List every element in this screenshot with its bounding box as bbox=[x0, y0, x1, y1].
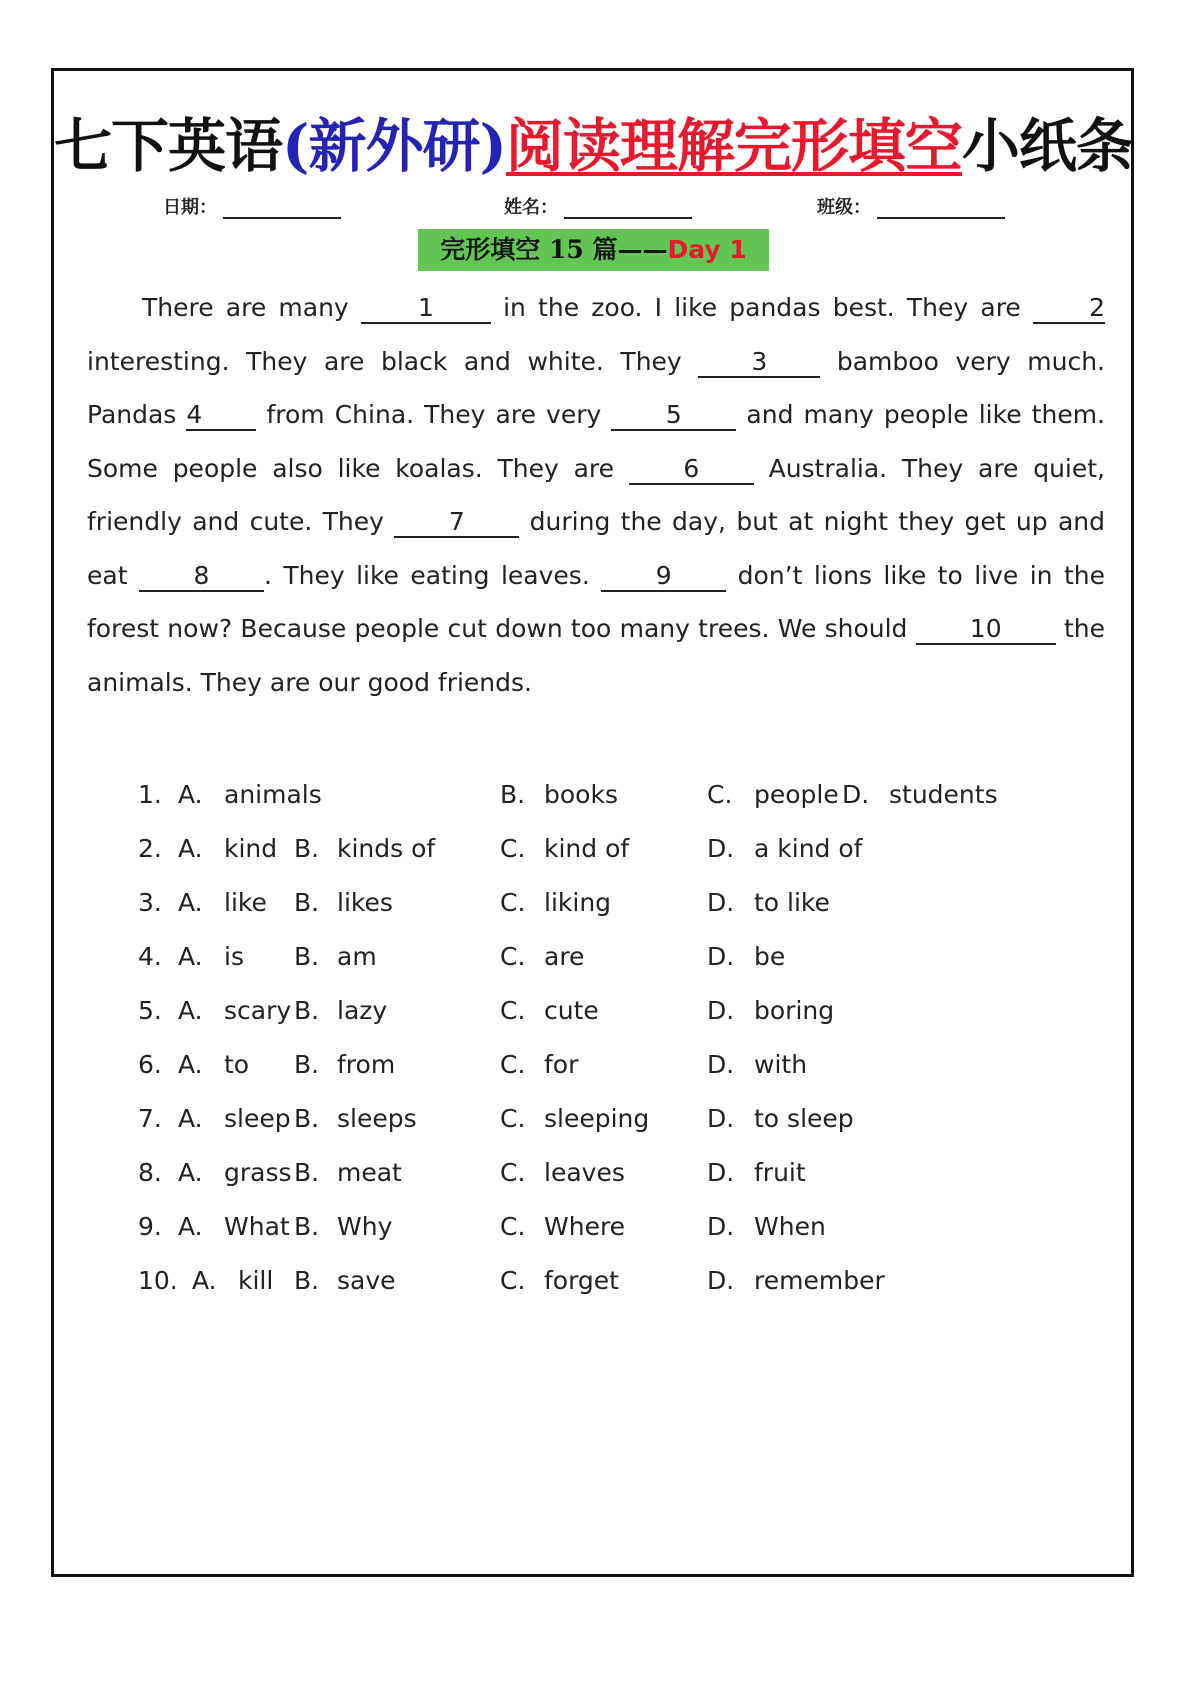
option-b-label: B. bbox=[294, 1104, 320, 1133]
blank-8[interactable]: 8 bbox=[139, 562, 264, 592]
option-b[interactable]: from bbox=[337, 1050, 396, 1079]
option-a[interactable]: kind bbox=[224, 834, 278, 863]
option-a-label: A. bbox=[178, 1050, 203, 1079]
option-b[interactable]: lazy bbox=[337, 996, 388, 1025]
option-b[interactable]: books bbox=[544, 780, 618, 809]
question-number: 5. bbox=[138, 996, 162, 1025]
option-a-label: A. bbox=[178, 942, 203, 971]
worksheet-frame bbox=[51, 68, 1134, 1577]
question-number: 1. bbox=[138, 780, 162, 809]
question-number: 2. bbox=[138, 834, 162, 863]
option-b-label: B. bbox=[294, 1158, 320, 1187]
class-label: 班级： bbox=[817, 197, 871, 218]
question-number: 7. bbox=[138, 1104, 162, 1133]
title-part-grade: 七下英语 bbox=[54, 112, 283, 180]
option-c-label: C. bbox=[500, 942, 526, 971]
option-c-label: C. bbox=[500, 1266, 526, 1295]
option-d-label: D. bbox=[707, 996, 735, 1025]
day-badge bbox=[418, 229, 769, 271]
badge-day: Day 1 bbox=[667, 235, 747, 264]
option-b-label: B. bbox=[294, 1050, 320, 1079]
passage-text: in the zoo. I like pandas best. They are bbox=[490, 293, 1033, 322]
option-c-label: C. bbox=[500, 1050, 526, 1079]
option-c-label: C. bbox=[500, 834, 526, 863]
class-blank[interactable] bbox=[877, 197, 1005, 219]
option-c-label: C. bbox=[500, 996, 526, 1025]
option-b[interactable]: save bbox=[337, 1266, 396, 1295]
option-d-label: D. bbox=[842, 780, 870, 809]
blank-2[interactable]: 2 bbox=[1033, 294, 1105, 324]
option-b-label: B. bbox=[294, 834, 320, 863]
option-d[interactable]: to like bbox=[754, 888, 830, 917]
option-b[interactable]: meat bbox=[337, 1158, 402, 1187]
name-field bbox=[504, 193, 692, 219]
date-label: 日期： bbox=[163, 197, 217, 218]
option-b-label: B. bbox=[294, 1212, 320, 1241]
option-a[interactable]: like bbox=[224, 888, 267, 917]
question-number: 8. bbox=[138, 1158, 162, 1187]
passage-text: the animals. They are our good friends. bbox=[87, 614, 1105, 697]
question-number: 3. bbox=[138, 888, 162, 917]
name-label: 姓名： bbox=[504, 197, 558, 218]
passage-text: don’t lions like to live in the forest now? Because people cut down too many trees. We should bbox=[87, 560, 1105, 643]
passage-text: bamboo very much. Pandas bbox=[87, 346, 1105, 429]
option-b[interactable]: likes bbox=[337, 888, 393, 917]
option-d[interactable]: remember bbox=[754, 1266, 885, 1295]
option-d[interactable]: boring bbox=[754, 996, 835, 1025]
option-a-label: A. bbox=[178, 1212, 203, 1241]
option-d[interactable]: When bbox=[754, 1212, 826, 1241]
option-c[interactable]: forget bbox=[544, 1266, 619, 1295]
question-number: 4. bbox=[138, 942, 162, 971]
date-field bbox=[163, 193, 341, 219]
option-b-label: B. bbox=[500, 780, 526, 809]
option-d-label: D. bbox=[707, 1104, 735, 1133]
option-c-label: C. bbox=[500, 1212, 526, 1241]
question-number: 6. bbox=[138, 1050, 162, 1079]
blank-9[interactable]: 9 bbox=[601, 562, 726, 592]
date-blank[interactable] bbox=[223, 197, 341, 219]
option-b[interactable]: kinds of bbox=[337, 834, 436, 863]
option-c[interactable]: for bbox=[544, 1050, 579, 1079]
option-a[interactable]: animals bbox=[224, 780, 322, 809]
option-a[interactable]: is bbox=[224, 942, 244, 971]
option-d-label: D. bbox=[707, 942, 735, 971]
option-d[interactable]: students bbox=[889, 780, 998, 809]
option-c-label: C. bbox=[500, 888, 526, 917]
option-a-label: A. bbox=[178, 780, 203, 809]
page-title bbox=[54, 111, 1131, 181]
option-d[interactable]: with bbox=[754, 1050, 808, 1079]
option-a-label: A. bbox=[178, 888, 203, 917]
option-a[interactable]: What bbox=[224, 1212, 290, 1241]
blank-4[interactable]: 4 bbox=[186, 401, 256, 431]
blank-7[interactable]: 7 bbox=[394, 508, 519, 538]
passage-text: There are many bbox=[142, 293, 361, 322]
option-d[interactable]: be bbox=[754, 942, 786, 971]
passage-text: Australia. They are quiet, friendly and cute. They bbox=[87, 453, 1106, 536]
passage-text: from China. They are very bbox=[256, 400, 612, 429]
option-a-label: A. bbox=[178, 834, 203, 863]
option-d-label: D. bbox=[707, 888, 735, 917]
option-c[interactable]: sleeping bbox=[544, 1104, 650, 1133]
name-blank[interactable] bbox=[564, 197, 692, 219]
option-c-label: C. bbox=[707, 780, 733, 809]
passage-text: during the day, but at night they get up and eat bbox=[87, 507, 1105, 590]
option-c-label: C. bbox=[500, 1104, 526, 1133]
option-b[interactable]: am bbox=[337, 942, 377, 971]
question-number: 9. bbox=[138, 1212, 162, 1241]
option-a[interactable]: kill bbox=[238, 1266, 274, 1295]
cloze-passage bbox=[87, 281, 1105, 709]
option-c[interactable]: liking bbox=[544, 888, 612, 917]
option-c[interactable]: kind of bbox=[544, 834, 630, 863]
option-a-label: A. bbox=[178, 1158, 203, 1187]
option-d-label: D. bbox=[707, 1212, 735, 1241]
blank-3[interactable]: 3 bbox=[698, 348, 820, 378]
option-b-label: B. bbox=[294, 1266, 320, 1295]
option-d-label: D. bbox=[707, 1266, 735, 1295]
option-b[interactable]: Why bbox=[337, 1212, 393, 1241]
passage-text: interesting. They are black and white. They bbox=[87, 346, 699, 376]
option-a-label: A. bbox=[178, 1104, 203, 1133]
passage-text: . They like eating leaves. bbox=[263, 560, 602, 590]
badge-text: 完形填空 15 篇—— bbox=[440, 235, 668, 264]
title-part-topic: 阅读理解完形填空 bbox=[505, 112, 962, 180]
passage-text: and many people like them. Some people also like koalas. They are bbox=[87, 400, 1105, 483]
option-b[interactable]: sleeps bbox=[337, 1104, 417, 1133]
option-a-label: A. bbox=[192, 1266, 217, 1295]
option-d-label: D. bbox=[707, 1050, 735, 1079]
option-b-label: B. bbox=[294, 996, 320, 1025]
option-c[interactable]: are bbox=[544, 942, 585, 971]
option-a[interactable]: scary bbox=[224, 996, 292, 1025]
question-number: 10. bbox=[138, 1266, 178, 1295]
blank-5[interactable]: 5 bbox=[611, 401, 736, 431]
blank-6[interactable]: 6 bbox=[629, 455, 754, 485]
title-part-edition: (新外研) bbox=[282, 112, 506, 180]
option-d-label: D. bbox=[707, 834, 735, 863]
blank-1[interactable]: 1 bbox=[361, 294, 491, 324]
option-c[interactable]: Where bbox=[544, 1212, 626, 1241]
option-a[interactable]: to bbox=[224, 1050, 250, 1079]
option-a[interactable]: grass bbox=[224, 1158, 292, 1187]
option-a-label: A. bbox=[178, 996, 203, 1025]
option-d-label: D. bbox=[707, 1158, 735, 1187]
option-d[interactable]: to sleep bbox=[754, 1104, 854, 1133]
title-part-slip: 小纸条 bbox=[961, 112, 1133, 180]
option-c[interactable]: people bbox=[754, 780, 839, 809]
class-field bbox=[817, 193, 1005, 219]
option-c-label: C. bbox=[500, 1158, 526, 1187]
option-c[interactable]: leaves bbox=[544, 1158, 625, 1187]
option-d[interactable]: a kind of bbox=[754, 834, 863, 863]
option-b-label: B. bbox=[294, 888, 320, 917]
option-d[interactable]: fruit bbox=[754, 1158, 806, 1187]
option-b-label: B. bbox=[294, 942, 320, 971]
option-a[interactable]: sleep bbox=[224, 1104, 291, 1133]
option-c[interactable]: cute bbox=[544, 996, 599, 1025]
blank-10[interactable]: 10 bbox=[916, 615, 1056, 645]
